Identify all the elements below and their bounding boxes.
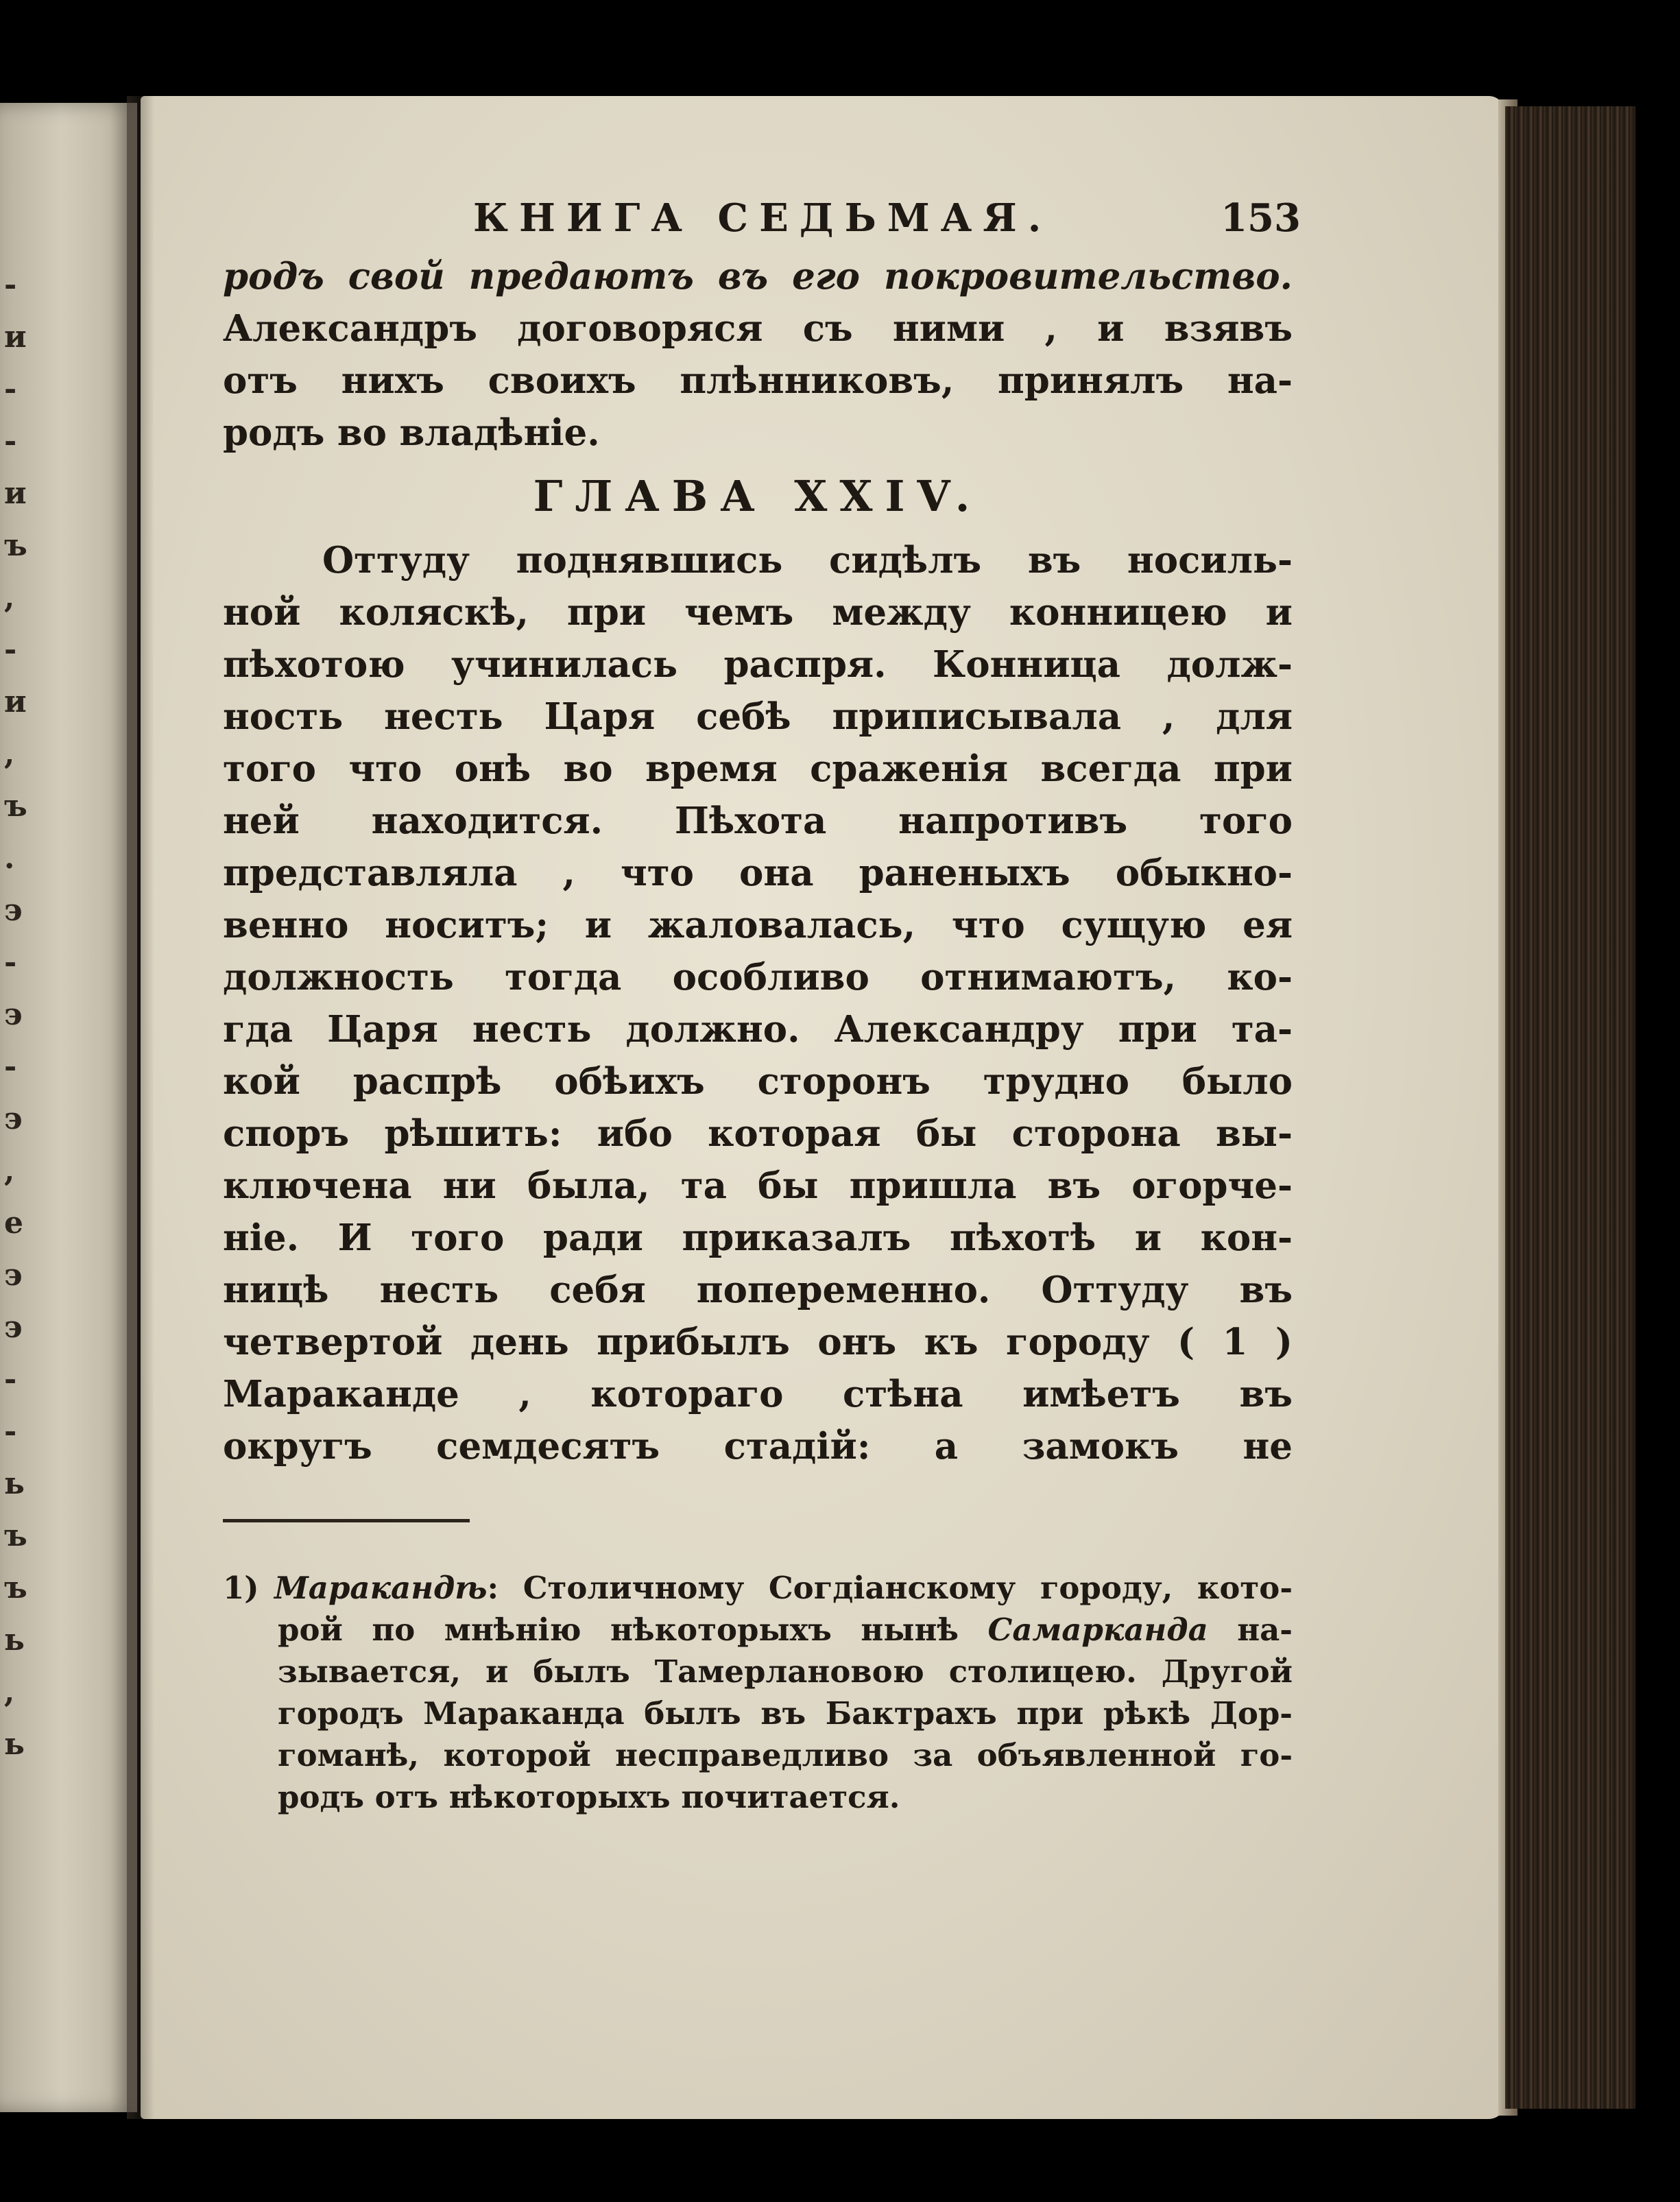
- left-page-fragment: э: [4, 997, 23, 1032]
- body-line: ной коляскѣ, при чемъ между конницею и: [223, 591, 1293, 634]
- footnote-line: [223, 1567, 1293, 1609]
- chapter-heading: ГЛАВА XXIV.: [533, 471, 983, 521]
- footnote: [223, 1567, 1293, 1818]
- left-page-fragment: -: [4, 267, 17, 302]
- body-line: представляла , что она раненыхъ обыкно-: [223, 852, 1293, 894]
- left-page-fragment: э: [4, 893, 23, 928]
- continuation-line: родъ свой предаютъ въ его покровительство.: [223, 255, 1293, 298]
- left-page-fragment: и: [4, 476, 27, 511]
- left-page-fragment: ,: [4, 1153, 15, 1188]
- left-page-fragment: ъ: [4, 1518, 27, 1553]
- left-page-text-fragments: [0, 103, 27, 2112]
- footnote-marker: 1): [223, 1570, 259, 1606]
- left-page-fragment: ь: [4, 1727, 25, 1762]
- left-page-fragment: -: [4, 945, 17, 980]
- running-head: [223, 195, 1301, 250]
- footnote-segment: рой по мнѣнію нѣкоторыхъ нынѣ: [278, 1612, 988, 1648]
- body-line: Оттуду поднявшись сидѣлъ въ носиль-: [322, 539, 1293, 582]
- left-page-fragment: -: [4, 1362, 17, 1397]
- footnote-segment: родъ отъ нѣкоторыхъ почитается.: [278, 1779, 900, 1815]
- left-page-fragment: ,: [4, 1675, 15, 1710]
- body-line: Мараканде , котораго стѣна имѣетъ въ: [223, 1373, 1293, 1415]
- footnote-segment: гоманѣ, которой несправедливо за объявленной го-: [278, 1737, 1293, 1773]
- page-number: 153: [1221, 195, 1301, 241]
- left-page-fragment: е: [4, 1206, 23, 1241]
- footnote-line: [223, 1692, 1293, 1734]
- gutter-shadow: [127, 96, 154, 2119]
- left-page-fragment: э: [4, 1310, 23, 1345]
- body-line: споръ рѣшить: ибо которая бы сторона вы-: [223, 1112, 1293, 1155]
- body-line: ключена ни была, та бы пришла въ огорче-: [223, 1164, 1293, 1207]
- body-line: ность несть Царя себѣ приписывала , для: [223, 695, 1293, 738]
- footnote-segment: на-: [1208, 1612, 1293, 1648]
- left-page-fragment: -: [4, 632, 17, 667]
- left-page-fragment: -: [4, 424, 17, 459]
- footnote-line: [223, 1609, 1293, 1651]
- body-line: кой распрѣ обѣихъ сторонъ трудно было: [223, 1060, 1293, 1103]
- body-line: пѣхотою учинилась распря. Конница долж-: [223, 643, 1293, 686]
- left-page-fragment: э: [4, 1101, 23, 1136]
- body-line: должность тогда особливо отнимаютъ, ко-: [223, 956, 1293, 998]
- footnote-line: [223, 1651, 1293, 1692]
- continuation-line: отъ нихъ своихъ плѣнниковъ, принялъ на-: [223, 359, 1293, 402]
- body-line: ней находится. Пѣхота напротивъ того: [223, 800, 1293, 842]
- left-page-fragment: э: [4, 1258, 23, 1293]
- footnote-line: [223, 1776, 1293, 1818]
- footnote-segment: зывается, и былъ Тамерлановою столицею. Другой: [278, 1653, 1293, 1690]
- left-page-fragment: ъ: [4, 528, 27, 563]
- footnote-rule: [223, 1519, 470, 1522]
- left-page-fragment: ъ: [4, 1570, 27, 1605]
- left-page-fragment: и: [4, 320, 27, 355]
- footnote-line: [223, 1734, 1293, 1776]
- left-page-fragment: ,: [4, 737, 15, 771]
- left-page-fragment: и: [4, 684, 27, 719]
- body-line: ніе. И того ради приказалъ пѣхотѣ и кон-: [223, 1217, 1293, 1259]
- footnote-segment: : Столичному Согдіанскому городу, кото-: [487, 1570, 1293, 1606]
- left-page-fragment: -: [4, 1049, 17, 1084]
- body-line: округъ семдесятъ стадій: а замокъ не: [223, 1425, 1293, 1468]
- body-line: гда Царя несть должно. Александру при та-: [223, 1008, 1293, 1051]
- left-page-fragment: ь: [4, 1623, 25, 1658]
- footnote-segment: Маракандѣ: [274, 1570, 488, 1606]
- left-page-fragment: -: [4, 372, 17, 407]
- left-page-fragment: .: [4, 841, 15, 876]
- footnote-segment: городъ Мараканда былъ въ Бактрахъ при рѣкѣ Дор-: [278, 1695, 1293, 1732]
- body-line: того что онѣ во время сраженія всегда при: [223, 747, 1293, 790]
- body-line: ницѣ несть себя попеременно. Оттуду въ: [223, 1269, 1293, 1311]
- running-head-title: КНИГА СЕДЬМАЯ.: [473, 195, 1053, 241]
- continuation-line: родъ во владѣніе.: [223, 411, 600, 454]
- left-page-fragment: -: [4, 1414, 17, 1449]
- left-page-fragment: ,: [4, 580, 15, 615]
- chapter-body: [223, 534, 1293, 1472]
- book-page-edges: [1505, 106, 1635, 2109]
- left-page-fragment: ь: [4, 1466, 25, 1501]
- page-text-block: [223, 195, 1301, 1472]
- continuation-line: Александръ договоряся съ ними , и взявъ: [223, 307, 1293, 350]
- body-line: венно носитъ; и жаловалась, что сущую ея: [223, 904, 1293, 946]
- body-line: четвертой день прибылъ онъ къ городу ( 1 ): [223, 1321, 1293, 1363]
- left-page-fragment: ъ: [4, 789, 27, 824]
- footnote-segment: Самарканда: [987, 1612, 1208, 1648]
